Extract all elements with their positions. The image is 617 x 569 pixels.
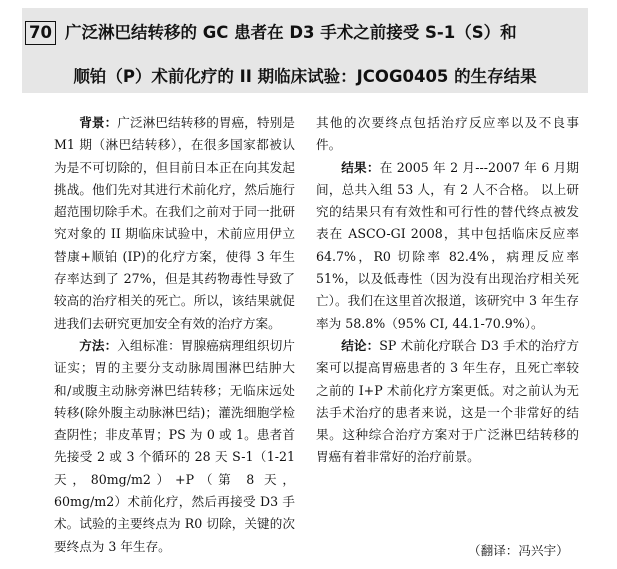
conclusion-paragraph xyxy=(316,335,579,469)
methods-text: 入组标准：胃腺癌病理组织切片证实；胃的主要分支动脉周围淋巴结肿大和/或腹主动脉旁淋巴结转移；无临床远处转移(除外腹主动脉淋巴结)；灌洗细胞学检查阴性；非皮革胃；PS 为 0 或 1。患者首先接受 2 或 3 个循环的 28 天 S-1（1-21 天，80mg/m2）+P（第 8 天，60mg/m2）术前化疗，然后再接受 D3 手术。试验的主要终点为 R0 切除，关键的次要终点为 3 年生存。 xyxy=(54,337,296,554)
results-text: 在 2005 年 2 月---2007 年 6 月期间，总共入组 53 人，有 2 人不合格。 以上研究的结果只有有效性和可行性的替代终点被发表在 ASCO-GI 2008，其中包括临床反应率 64.7%，R0 切除率 82.4%，病理反应率 51%，以及低毒性（因为没有出现治疗相关死亡）。我们在这里首次报道，该研究中 3 年生存率为 58.8%（95% CI, 44.1-70.9%）。 xyxy=(316,159,580,331)
translator-credit: （翻译：冯兴宇） xyxy=(468,543,569,558)
background-label: 背景： xyxy=(79,115,118,130)
title-banner xyxy=(22,8,588,93)
results-paragraph xyxy=(316,157,579,335)
background-paragraph xyxy=(54,112,295,335)
title-text-1: 广泛淋巴结转移的 GC 患者在 D3 手术之前接受 S-1（S）和 xyxy=(64,23,517,42)
methods-continued: 其他的次要终点包括治疗反应率以及不良事件。 xyxy=(316,115,579,153)
article-number: 70 xyxy=(25,21,56,45)
background-text: 广泛淋巴结转移的胃癌，特别是M1 期（淋巴结转移），在很多国家都被认为是不可切除的，但目前日本正在向其发起挑战。他们先对其进行术前化疗，然后施行超范围切除手术。在我们之前对于同一批研究对象的 II 期临床试验中，术前应用伊立替康+顺铂 (IP)的化疗方案，使得 3 年生存率达到了 27%，但是其药物毒性导致了较高的治疗相关的死亡。所以，该结果就促进我们去研究更加安全有效的治疗方案。 xyxy=(54,115,296,331)
methods-paragraph xyxy=(54,335,295,558)
methods-label: 方法： xyxy=(79,337,118,353)
title-line-1 xyxy=(22,19,588,45)
conclusion-text: SP 术前化疗联合 D3 手术的治疗方案可以提高胃癌患者的 3 年生存，且死亡率较之前的 I+P 术前化疗方案更低。对之前认为无法手术治疗的患者来说，这是一个非常好的结果。这种综合治疗方案对于广泛淋巴结转移的胃癌有着非常好的治疗前景。 xyxy=(316,337,579,465)
conclusion-label: 结论： xyxy=(341,337,380,353)
left-column xyxy=(54,112,295,558)
title-line-2: 顺铂（P）术前化疗的 II 期临床试验：JCOG0405 的生存结果 xyxy=(73,67,537,86)
results-label: 结果： xyxy=(341,159,380,175)
right-column xyxy=(316,112,579,469)
